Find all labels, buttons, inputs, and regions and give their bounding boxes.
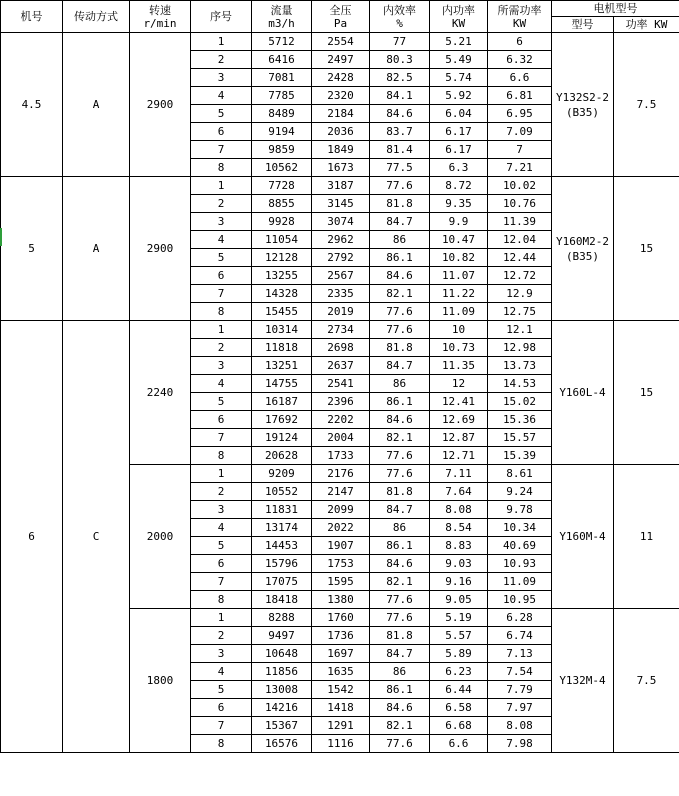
- drive-mode-cell: A: [63, 177, 130, 321]
- flow-cell: 10648: [252, 645, 312, 663]
- pressure-cell: 2022: [312, 519, 370, 537]
- required-power-cell: 15.57: [488, 429, 552, 447]
- required-power-cell: 7.98: [488, 735, 552, 753]
- required-power-cell: 14.53: [488, 375, 552, 393]
- flow-cell: 8855: [252, 195, 312, 213]
- required-power-cell: 10.34: [488, 519, 552, 537]
- internal-power-cell: 11.07: [430, 267, 488, 285]
- flow-cell: 14755: [252, 375, 312, 393]
- seq-cell: 1: [191, 465, 252, 483]
- drive-mode-cell: A: [63, 33, 130, 177]
- efficiency-cell: 84.7: [370, 645, 430, 663]
- internal-power-cell: 5.57: [430, 627, 488, 645]
- pressure-cell: 2428: [312, 69, 370, 87]
- efficiency-cell: 84.6: [370, 267, 430, 285]
- efficiency-cell: 77: [370, 33, 430, 51]
- efficiency-cell: 86.1: [370, 681, 430, 699]
- seq-cell: 1: [191, 321, 252, 339]
- flow-cell: 13251: [252, 357, 312, 375]
- flow-cell: 7728: [252, 177, 312, 195]
- internal-power-cell: 8.08: [430, 501, 488, 519]
- internal-power-cell: 10: [430, 321, 488, 339]
- internal-power-cell: 5.19: [430, 609, 488, 627]
- header-drive-mode: 传动方式: [63, 1, 130, 33]
- required-power-cell: 6.95: [488, 105, 552, 123]
- required-power-cell: 6.74: [488, 627, 552, 645]
- pressure-cell: 1733: [312, 447, 370, 465]
- internal-power-cell: 11.09: [430, 303, 488, 321]
- required-power-cell: 7.79: [488, 681, 552, 699]
- required-power-cell: 12.9: [488, 285, 552, 303]
- required-power-cell: 6: [488, 33, 552, 51]
- pressure-cell: 1849: [312, 141, 370, 159]
- cell-selection-marker: [0, 228, 2, 246]
- header-efficiency: 内效率 %: [370, 1, 430, 33]
- efficiency-cell: 77.6: [370, 609, 430, 627]
- drive-mode-cell: C: [63, 321, 130, 753]
- flow-cell: 17075: [252, 573, 312, 591]
- seq-cell: 5: [191, 249, 252, 267]
- efficiency-cell: 84.1: [370, 87, 430, 105]
- internal-power-cell: 12.87: [430, 429, 488, 447]
- efficiency-cell: 77.5: [370, 159, 430, 177]
- efficiency-cell: 84.6: [370, 555, 430, 573]
- internal-power-cell: 10.73: [430, 339, 488, 357]
- internal-power-cell: 8.83: [430, 537, 488, 555]
- header-internal-power: 内功率 KW: [430, 1, 488, 33]
- required-power-cell: 9.78: [488, 501, 552, 519]
- motor-model-line: Y132S2-2: [556, 90, 609, 104]
- seq-cell: 6: [191, 555, 252, 573]
- efficiency-cell: 77.6: [370, 591, 430, 609]
- internal-power-cell: 5.21: [430, 33, 488, 51]
- pressure-cell: 2554: [312, 33, 370, 51]
- seq-cell: 7: [191, 429, 252, 447]
- efficiency-cell: 82.1: [370, 717, 430, 735]
- seq-cell: 1: [191, 609, 252, 627]
- motor-power-cell: 7.5: [614, 609, 679, 753]
- seq-cell: 7: [191, 717, 252, 735]
- internal-power-cell: 9.03: [430, 555, 488, 573]
- flow-cell: 10552: [252, 483, 312, 501]
- efficiency-cell: 86: [370, 375, 430, 393]
- motor-model-line: Y160L-4: [559, 385, 606, 399]
- efficiency-cell: 84.6: [370, 699, 430, 717]
- flow-cell: 6416: [252, 51, 312, 69]
- motor-model-cell: [552, 33, 614, 177]
- seq-cell: 3: [191, 69, 252, 87]
- flow-cell: 18418: [252, 591, 312, 609]
- seq-cell: 6: [191, 699, 252, 717]
- required-power-cell: 13.73: [488, 357, 552, 375]
- efficiency-cell: 77.6: [370, 177, 430, 195]
- seq-cell: 5: [191, 105, 252, 123]
- motor-power-cell: 7.5: [614, 33, 679, 177]
- required-power-cell: 7.09: [488, 123, 552, 141]
- seq-cell: 1: [191, 33, 252, 51]
- seq-cell: 2: [191, 627, 252, 645]
- efficiency-cell: 81.8: [370, 195, 430, 213]
- internal-power-cell: 10.82: [430, 249, 488, 267]
- flow-cell: 14328: [252, 285, 312, 303]
- pressure-cell: 1116: [312, 735, 370, 753]
- required-power-cell: 40.69: [488, 537, 552, 555]
- table-row: [1, 33, 679, 51]
- efficiency-cell: 86: [370, 231, 430, 249]
- efficiency-cell: 81.8: [370, 627, 430, 645]
- internal-power-cell: 9.9: [430, 213, 488, 231]
- pressure-cell: 3145: [312, 195, 370, 213]
- flow-cell: 11831: [252, 501, 312, 519]
- flow-cell: 16576: [252, 735, 312, 753]
- required-power-cell: 12.1: [488, 321, 552, 339]
- seq-cell: 5: [191, 681, 252, 699]
- motor-model-cell: [552, 609, 614, 753]
- pressure-cell: 1673: [312, 159, 370, 177]
- internal-power-cell: 5.49: [430, 51, 488, 69]
- internal-power-cell: 12.69: [430, 411, 488, 429]
- required-power-cell: 6.28: [488, 609, 552, 627]
- pressure-cell: 1907: [312, 537, 370, 555]
- flow-cell: 9928: [252, 213, 312, 231]
- header-required-power: 所需功率 KW: [488, 1, 552, 33]
- internal-power-cell: 6.04: [430, 105, 488, 123]
- seq-cell: 7: [191, 573, 252, 591]
- seq-cell: 2: [191, 51, 252, 69]
- motor-power-cell: 15: [614, 177, 679, 321]
- internal-power-cell: 6.23: [430, 663, 488, 681]
- internal-power-cell: 11.22: [430, 285, 488, 303]
- flow-cell: 9497: [252, 627, 312, 645]
- flow-cell: 15796: [252, 555, 312, 573]
- flow-cell: 19124: [252, 429, 312, 447]
- pressure-cell: 2335: [312, 285, 370, 303]
- flow-cell: 9209: [252, 465, 312, 483]
- internal-power-cell: 12.41: [430, 393, 488, 411]
- internal-power-cell: 5.92: [430, 87, 488, 105]
- seq-cell: 8: [191, 159, 252, 177]
- flow-cell: 11856: [252, 663, 312, 681]
- efficiency-cell: 81.8: [370, 339, 430, 357]
- efficiency-cell: 77.6: [370, 465, 430, 483]
- internal-power-cell: 6.3: [430, 159, 488, 177]
- flow-cell: 13255: [252, 267, 312, 285]
- header-machine-no: 机号: [1, 1, 63, 33]
- required-power-cell: 9.24: [488, 483, 552, 501]
- required-power-cell: 11.09: [488, 573, 552, 591]
- internal-power-cell: 11.35: [430, 357, 488, 375]
- flow-cell: 14216: [252, 699, 312, 717]
- required-power-cell: 7.54: [488, 663, 552, 681]
- required-power-cell: 15.39: [488, 447, 552, 465]
- pressure-cell: 2147: [312, 483, 370, 501]
- efficiency-cell: 84.7: [370, 357, 430, 375]
- pressure-cell: 2320: [312, 87, 370, 105]
- machine-no-cell: 6: [1, 321, 63, 753]
- pressure-cell: 1542: [312, 681, 370, 699]
- efficiency-cell: 82.1: [370, 429, 430, 447]
- seq-cell: 2: [191, 339, 252, 357]
- pressure-cell: 1418: [312, 699, 370, 717]
- internal-power-cell: 8.72: [430, 177, 488, 195]
- header-row-1: [1, 1, 679, 17]
- pressure-cell: 1635: [312, 663, 370, 681]
- internal-power-cell: 7.11: [430, 465, 488, 483]
- efficiency-cell: 77.6: [370, 321, 430, 339]
- machine-no-cell: 5: [1, 177, 63, 321]
- seq-cell: 4: [191, 663, 252, 681]
- header-speed: 转速 r/min: [130, 1, 191, 33]
- table-body: [1, 33, 679, 753]
- flow-cell: 20628: [252, 447, 312, 465]
- table-row: [1, 177, 679, 195]
- flow-cell: 11054: [252, 231, 312, 249]
- pressure-cell: 2497: [312, 51, 370, 69]
- efficiency-cell: 84.6: [370, 411, 430, 429]
- required-power-cell: 12.98: [488, 339, 552, 357]
- pressure-cell: 1753: [312, 555, 370, 573]
- motor-model-cell: [552, 465, 614, 609]
- required-power-cell: 7.97: [488, 699, 552, 717]
- required-power-cell: 10.93: [488, 555, 552, 573]
- speed-cell: 2240: [130, 321, 191, 465]
- required-power-cell: 11.39: [488, 213, 552, 231]
- pressure-cell: 1291: [312, 717, 370, 735]
- seq-cell: 8: [191, 303, 252, 321]
- efficiency-cell: 77.6: [370, 303, 430, 321]
- required-power-cell: 7.13: [488, 645, 552, 663]
- pressure-cell: 2734: [312, 321, 370, 339]
- pressure-cell: 2004: [312, 429, 370, 447]
- motor-model-cell: [552, 321, 614, 465]
- pressure-cell: 2396: [312, 393, 370, 411]
- header-flow: 流量 m3/h: [252, 1, 312, 33]
- pressure-cell: 2019: [312, 303, 370, 321]
- internal-power-cell: 7.64: [430, 483, 488, 501]
- seq-cell: 6: [191, 267, 252, 285]
- flow-cell: 12128: [252, 249, 312, 267]
- seq-cell: 5: [191, 537, 252, 555]
- efficiency-cell: 82.1: [370, 285, 430, 303]
- flow-cell: 15455: [252, 303, 312, 321]
- flow-cell: 14453: [252, 537, 312, 555]
- internal-power-cell: 12.71: [430, 447, 488, 465]
- header-motor-model: 型号: [552, 17, 614, 33]
- required-power-cell: 7.21: [488, 159, 552, 177]
- seq-cell: 3: [191, 501, 252, 519]
- required-power-cell: 10.76: [488, 195, 552, 213]
- efficiency-cell: 80.3: [370, 51, 430, 69]
- motor-model-cell: [552, 177, 614, 321]
- internal-power-cell: 6.58: [430, 699, 488, 717]
- efficiency-cell: 77.6: [370, 735, 430, 753]
- efficiency-cell: 82.1: [370, 573, 430, 591]
- header-motor-power: 功率 KW: [614, 17, 679, 33]
- seq-cell: 8: [191, 735, 252, 753]
- header-pressure: 全压 Pa: [312, 1, 370, 33]
- flow-cell: 7785: [252, 87, 312, 105]
- pressure-cell: 2176: [312, 465, 370, 483]
- required-power-cell: 12.75: [488, 303, 552, 321]
- flow-cell: 9859: [252, 141, 312, 159]
- internal-power-cell: 6.17: [430, 123, 488, 141]
- flow-cell: 13008: [252, 681, 312, 699]
- table-row: [1, 321, 679, 339]
- efficiency-cell: 81.8: [370, 483, 430, 501]
- seq-cell: 7: [191, 141, 252, 159]
- flow-cell: 5712: [252, 33, 312, 51]
- pressure-cell: 2036: [312, 123, 370, 141]
- flow-cell: 16187: [252, 393, 312, 411]
- internal-power-cell: 12: [430, 375, 488, 393]
- flow-cell: 8288: [252, 609, 312, 627]
- pressure-cell: 2698: [312, 339, 370, 357]
- pressure-cell: 1697: [312, 645, 370, 663]
- efficiency-cell: 81.4: [370, 141, 430, 159]
- required-power-cell: 10.95: [488, 591, 552, 609]
- seq-cell: 8: [191, 447, 252, 465]
- speed-cell: 2000: [130, 465, 191, 609]
- required-power-cell: 7: [488, 141, 552, 159]
- efficiency-cell: 86.1: [370, 393, 430, 411]
- motor-model-line: (B35): [565, 249, 600, 263]
- seq-cell: 4: [191, 375, 252, 393]
- machine-no-cell: 4.5: [1, 33, 63, 177]
- required-power-cell: 6.6: [488, 69, 552, 87]
- efficiency-cell: 84.7: [370, 213, 430, 231]
- pressure-cell: 2962: [312, 231, 370, 249]
- pressure-cell: 1736: [312, 627, 370, 645]
- flow-cell: 13174: [252, 519, 312, 537]
- motor-power-cell: 11: [614, 465, 679, 609]
- efficiency-cell: 84.6: [370, 105, 430, 123]
- required-power-cell: 8.61: [488, 465, 552, 483]
- seq-cell: 2: [191, 483, 252, 501]
- seq-cell: 5: [191, 393, 252, 411]
- pressure-cell: 2202: [312, 411, 370, 429]
- seq-cell: 4: [191, 231, 252, 249]
- flow-cell: 11818: [252, 339, 312, 357]
- efficiency-cell: 86: [370, 663, 430, 681]
- internal-power-cell: 9.05: [430, 591, 488, 609]
- efficiency-cell: 84.7: [370, 501, 430, 519]
- pressure-cell: 1595: [312, 573, 370, 591]
- efficiency-cell: 77.6: [370, 447, 430, 465]
- pressure-cell: 1760: [312, 609, 370, 627]
- flow-cell: 8489: [252, 105, 312, 123]
- seq-cell: 3: [191, 357, 252, 375]
- seq-cell: 6: [191, 411, 252, 429]
- flow-cell: 9194: [252, 123, 312, 141]
- required-power-cell: 12.44: [488, 249, 552, 267]
- internal-power-cell: 5.89: [430, 645, 488, 663]
- seq-cell: 6: [191, 123, 252, 141]
- pressure-cell: 1380: [312, 591, 370, 609]
- seq-cell: 3: [191, 213, 252, 231]
- required-power-cell: 15.36: [488, 411, 552, 429]
- efficiency-cell: 86.1: [370, 249, 430, 267]
- motor-model-line: Y160M-4: [559, 529, 606, 543]
- internal-power-cell: 9.35: [430, 195, 488, 213]
- pressure-cell: 2184: [312, 105, 370, 123]
- flow-cell: 17692: [252, 411, 312, 429]
- efficiency-cell: 83.7: [370, 123, 430, 141]
- motor-model-line: (B35): [565, 105, 600, 119]
- internal-power-cell: 10.47: [430, 231, 488, 249]
- efficiency-cell: 86: [370, 519, 430, 537]
- flow-cell: 7081: [252, 69, 312, 87]
- required-power-cell: 6.81: [488, 87, 552, 105]
- header-seq: 序号: [191, 1, 252, 33]
- pressure-cell: 2567: [312, 267, 370, 285]
- efficiency-cell: 82.5: [370, 69, 430, 87]
- internal-power-cell: 8.54: [430, 519, 488, 537]
- speed-cell: 1800: [130, 609, 191, 753]
- pressure-cell: 2792: [312, 249, 370, 267]
- internal-power-cell: 6.6: [430, 735, 488, 753]
- seq-cell: 4: [191, 519, 252, 537]
- internal-power-cell: 6.44: [430, 681, 488, 699]
- motor-model-line: Y160M2-2: [556, 234, 609, 248]
- required-power-cell: 10.02: [488, 177, 552, 195]
- internal-power-cell: 9.16: [430, 573, 488, 591]
- required-power-cell: 8.08: [488, 717, 552, 735]
- pressure-cell: 3074: [312, 213, 370, 231]
- required-power-cell: 12.04: [488, 231, 552, 249]
- motor-model-line: Y132M-4: [559, 673, 606, 687]
- speed-cell: 2900: [130, 33, 191, 177]
- seq-cell: 2: [191, 195, 252, 213]
- motor-power-cell: 15: [614, 321, 679, 465]
- required-power-cell: 6.32: [488, 51, 552, 69]
- seq-cell: 7: [191, 285, 252, 303]
- speed-cell: 2900: [130, 177, 191, 321]
- header-motor: 电机型号: [552, 1, 679, 17]
- pressure-cell: 2637: [312, 357, 370, 375]
- internal-power-cell: 6.17: [430, 141, 488, 159]
- required-power-cell: 12.72: [488, 267, 552, 285]
- flow-cell: 15367: [252, 717, 312, 735]
- pressure-cell: 2099: [312, 501, 370, 519]
- flow-cell: 10562: [252, 159, 312, 177]
- seq-cell: 1: [191, 177, 252, 195]
- pressure-cell: 2541: [312, 375, 370, 393]
- efficiency-cell: 86.1: [370, 537, 430, 555]
- pressure-cell: 3187: [312, 177, 370, 195]
- seq-cell: 4: [191, 87, 252, 105]
- seq-cell: 3: [191, 645, 252, 663]
- required-power-cell: 15.02: [488, 393, 552, 411]
- flow-cell: 10314: [252, 321, 312, 339]
- seq-cell: 8: [191, 591, 252, 609]
- internal-power-cell: 5.74: [430, 69, 488, 87]
- internal-power-cell: 6.68: [430, 717, 488, 735]
